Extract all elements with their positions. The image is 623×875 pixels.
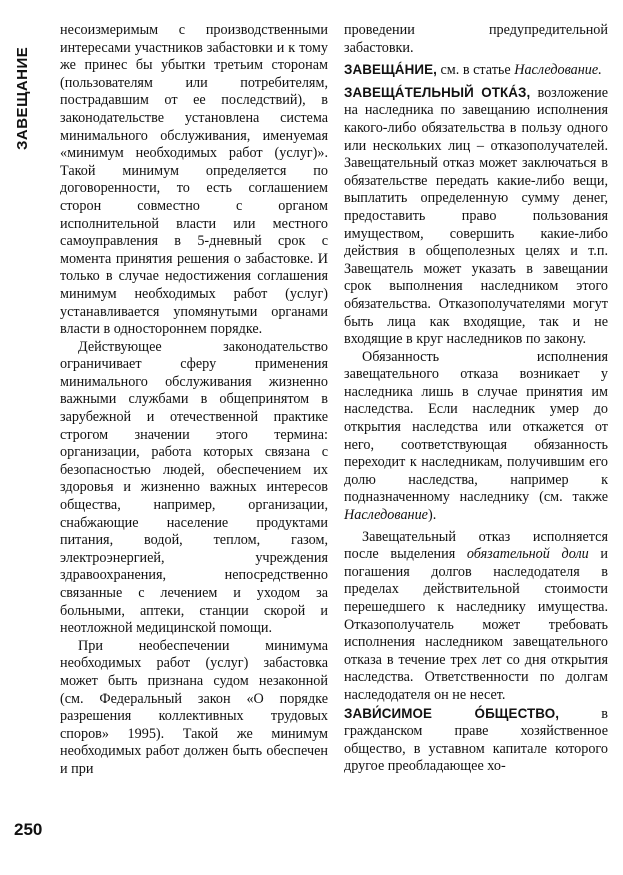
paragraph: проведении предупредительной забастовки. [344,22,608,56]
paragraph [344,349,608,525]
entry-text: в гражданском праве хозяйственное общество, в уставном капитале которого другое преобладающее хо- [344,705,608,775]
left-column [60,22,328,779]
entry-text: возложение на наследника по завещанию исполнения какого-либо обязательства в пользу одного или нескольких лиц – отказополучателей. Завещательный отказ может заключаться в обязательстве передать какие-либо вещи, выплатить определенную сумму денег, предоставить право пользования имуществом, совершить какие-либо действия в общеполезных целях и т.п. Завещатель может указать в завещании срок выполнения наследником этого обязательства. Отказополучателями могут быть лица как входящие, так и не входящие в круг наследников по закону. [344,84,608,348]
paragraph: несоизмеримым с производственными интересами участников забастовки и к тому же принес бы убытки третьим сторонам (пользователям или потребителям, пострадавшим от ее последствий), в законодательстве установлена система минимального обслуживания, именуемая «минимум необходимых работ (услуг)». Такой минимум определяется по договоренности, то есть соглашением сторон совместно с органом исполнительной власти или местного самоуправления в 5-дневный срок с момента принятия решения о забастовке. И только в случае недостижения соглашения минимум необходимых работ (услуг) устанавливается упомянутыми органами власти в одностороннем порядке. [60,22,328,338]
paragraph-text: Обязанность исполнения завещательного отказа возникает у наследника лишь в случае принятия им наследства. Если наследник умер до открытия наследства или откажется от него, соответствующая обязанность переходит к наследникам, получившим его долю наследства, например к подназначенному наследнику (см. также [344,348,608,506]
entry-text: см. в статье [436,62,515,79]
entry-zavisimoe-obshchestvo [344,705,608,776]
cross-reference-link[interactable]: Наследование. [514,62,602,79]
page-number: 250 [14,820,43,839]
entry-term: ЗАВЕЩÁНИЕ, [344,62,437,78]
section-header: ЗАВЕЩАНИЕ [14,46,31,150]
cross-reference-link[interactable]: обязательной доли [466,546,589,563]
paragraph [344,529,608,705]
entry-term: ЗАВЕЩÁТЕЛЬНЫЙ ОТКÁЗ, [344,84,531,100]
entry-zaveshchanie [344,61,608,80]
paragraph-text: ). [427,507,437,524]
paragraph: При необеспечении минимума необходимых работ (услуг) забастовка может быть признана судом незаконной (см. Федеральный закон «О порядке разрешения коллективных трудовых споров» 1995). Такой же минимум необходимых работ должен быть обеспечен и при [60,637,328,777]
paragraph-text: Завещательный отказ исполняется после выделения [344,528,608,563]
paragraph-text: и погашения долгов наследодателя в пределах действительной стоимости перешедшего к наследнику имущества. Отказополучатель может требовать исполнения наследником завещательного отказа в течение трех лет со дня открытия наследства. Ответственности по долгам наследодателя он не несет. [344,546,608,703]
entry-zaveshchatelny-otkaz [344,84,608,349]
paragraph: Действующее законодательство ограничивает сферу применения минимального обслуживания жизненно важными службами в общепринятом в зарубежной и отечественной практике строгом значении этого термина: организации, работа которых связана с безопасностью людей, обеспечением их здоровья и жизненно важных интересов общества, например, организации, снабжающие население продуктами питания, водой, теплом, газом, электроэнергией, учреждения здравоохранения, непосредственно связанные с лечением и уходом за больными, аптеки, станции скорой и неотложной медицинской помощи. [60,338,328,637]
cross-reference-link[interactable]: Наследование [344,507,428,524]
right-column [344,22,608,776]
entry-term: ЗАВИ́СИМОЕ ÓБЩЕСТВО, [344,705,560,721]
